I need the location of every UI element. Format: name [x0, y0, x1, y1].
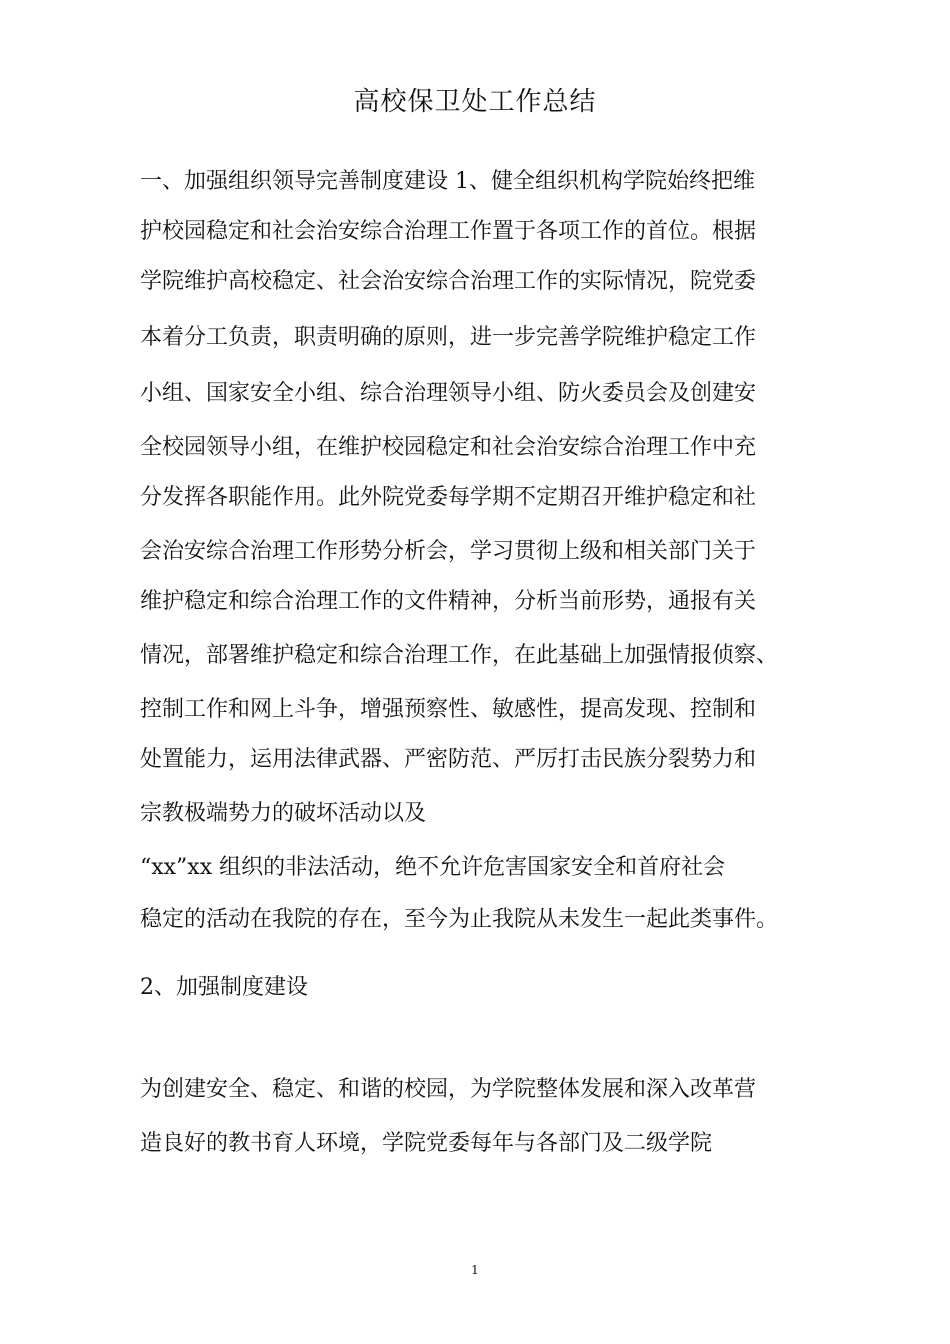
paragraph-line: 宗教极端势力的破坏活动以及 — [140, 801, 427, 826]
paragraph-line: 会治安综合治理工作形势分析会，学习贯彻上级和相关部门关于 — [140, 539, 757, 564]
section-heading: 2、加强制度建设 — [140, 975, 308, 1000]
paragraph-line: 控制工作和网上斗争，增强预察性、敏感性，提高发现、控制和 — [140, 697, 757, 722]
paragraph-line: 情况，部署维护稳定和综合治理工作，在此基础上加强情报侦察、 — [140, 643, 779, 668]
paragraph-line: 小组、国家安全小组、综合治理领导小组、防火委员会及创建安 — [140, 381, 757, 406]
paragraph-line: 维护稳定和综合治理工作的文件精神，分析当前形势，通报有关 — [140, 589, 757, 614]
paragraph-line: 本着分工负责，职责明确的原则，进一步完善学院维护稳定工作 — [140, 325, 757, 350]
paragraph-line: 学院维护高校稳定、社会治安综合治理工作的实际情况，院党委 — [140, 269, 757, 294]
paragraph-line: 一、加强组织领导完善制度建设 1、健全组织机构学院始终把维 — [140, 169, 755, 194]
paragraph-line: 造良好的教书育人环境，学院党委每年与各部门及二级学院 — [140, 1131, 713, 1156]
page-number: 1 — [471, 1263, 479, 1277]
document-title: 高校保卫处工作总结 — [353, 87, 597, 117]
paragraph-line: 稳定的活动在我院的存在，至今为止我院从未发生一起此类事件。 — [140, 907, 779, 932]
paragraph-line: 为创建安全、稳定、和谐的校园，为学院整体发展和深入改革营 — [140, 1077, 757, 1102]
paragraph-line: “xx”xx 组织的非法活动，绝不允许危害国家安全和首府社会 — [140, 855, 726, 880]
paragraph-line: 分发挥各职能作用。此外院党委每学期不定期召开维护稳定和社 — [140, 485, 757, 510]
paragraph-line: 护校园稳定和社会治安综合治理工作置于各项工作的首位。根据 — [140, 219, 757, 244]
paragraph-line: 处置能力，运用法律武器、严密防范、严厉打击民族分裂势力和 — [140, 747, 757, 772]
paragraph-line: 全校园领导小组，在维护校园稳定和社会治安综合治理工作中充 — [140, 435, 757, 460]
